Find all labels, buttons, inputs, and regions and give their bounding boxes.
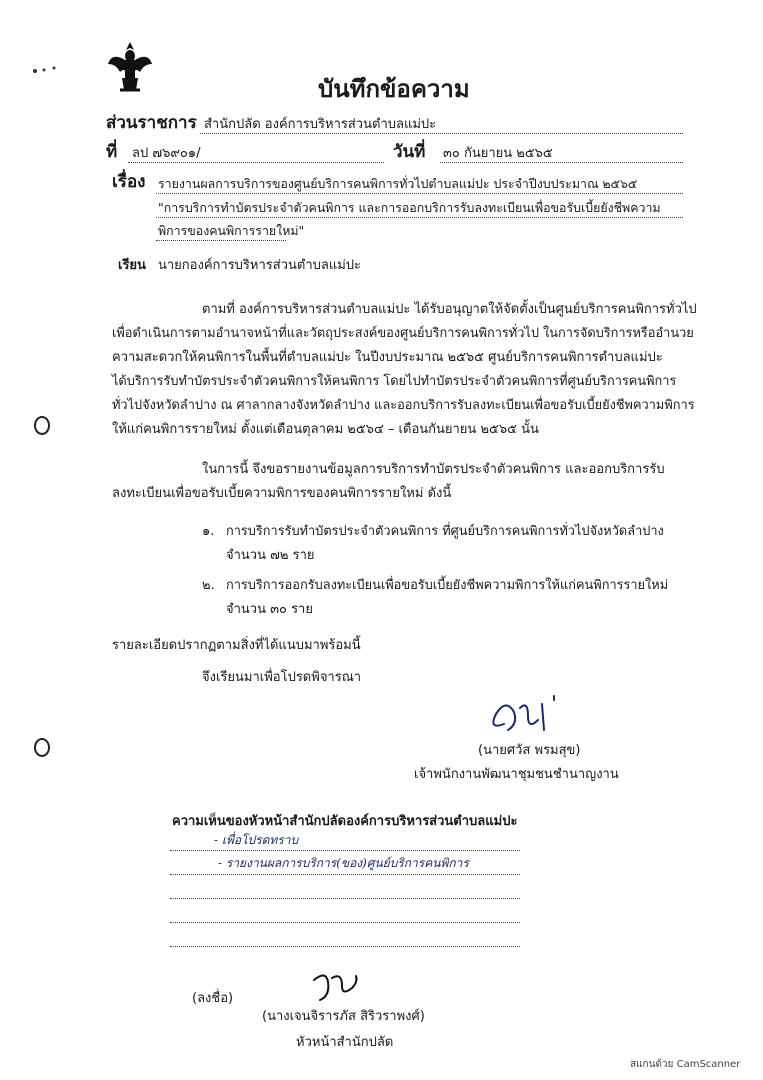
para1-line-5: ทั่วไปจังหวัดลำปาง ณ ศาลากลางจังหวัดลำปาง และออกบริการรับลงทะเบียนเพื่อขอรับเบี้ยยังชีพความพิการ: [112, 398, 695, 413]
signer2-position: หัวหน้าสำนักปลัด: [296, 1035, 394, 1050]
signer2-name: (นางเจนจิรารภัส สิริวราพงศ์): [262, 1009, 425, 1024]
para1-line-4: ได้บริการรับทำบัตรประจำตัวคนพิการให้คนพิการ โดยไปทำบัตรประจำตัวคนพิการที่ศูนย์บริการคนพิการ: [112, 374, 677, 389]
garuda-emblem: [106, 38, 154, 94]
punch-hole-top: [34, 416, 50, 435]
subject-line-2: "การบริการทำบัตรประจำตัวคนพิการ และการออกบริการรับลงทะเบียนเพื่อขอรับเบี้ยยังชีพความ: [158, 200, 661, 215]
para1-line-3: ความสะดวกให้คนพิการในพื้นที่ตำบลแม่ปะ ในปีงบประมาณ ๒๕๖๕ ศูนย์บริการคนพิการตำบลแม่ปะ: [112, 350, 663, 365]
scan-speck: [32, 60, 60, 70]
details-text: รายละเอียดปรากฏตามสิ่งที่ได้แนบมาพร้อมนี้: [112, 638, 361, 653]
opinion-dotted-2: [170, 874, 520, 875]
subject-line-1: รายงานผลการบริการของศูนย์บริการคนพิการทั่วไปตำบลแม่ปะ ประจำปีงบประมาณ ๒๕๖๕: [158, 176, 638, 191]
subject-label: เรื่อง: [112, 172, 146, 192]
opinion-dotted-1: [170, 850, 520, 851]
para2-line-1: ในการนี้ จึงขอรายงานข้อมูลการบริการทำบัตรประจำตัวคนพิการ และออกบริการรับ: [202, 462, 665, 477]
para1-line-2: เพื่อดำเนินการตามอำนาจหน้าที่และวัตถุประสงค์ของศูนย์บริการคนพิการทั่วไป ในการจัดบริการหรืออำนวย: [112, 326, 694, 341]
opinion-dotted-3: [170, 898, 520, 899]
punch-hole-bottom: [34, 738, 50, 757]
opinion-handwritten-2: - รายงานผลการบริการ(ของ)ศูนย์บริการคนพิการ: [218, 856, 469, 870]
scanner-watermark: สแกนด้วย CamScanner: [630, 1059, 741, 1070]
opinion-handwritten-1: - เพื่อโปรดทราบ: [214, 833, 299, 847]
date-dotted-line: [440, 162, 683, 163]
item-1-count: จำนวน ๗๒ ราย: [226, 548, 315, 563]
subject-line-3: พิการของคนพิการรายใหม่": [158, 223, 305, 238]
signer1-name: (นายศวัส พรมสุข): [478, 743, 581, 758]
para1-line-6: ให้แก่คนพิการรายใหม่ ตั้งแต่เดือนตุลาคม ๒๕๖๔ – เดือนกันยายน ๒๕๖๕ นั้น: [112, 422, 539, 437]
subject-dotted-3: [156, 240, 286, 241]
para1-line-1: ตามที่ องค์การบริหารส่วนตำบลแม่ปะ ได้รับอนุญาตให้จัดตั้งเป็นศูนย์บริการคนพิการทั่วไป: [202, 302, 697, 317]
item-1-text: การบริการรับทำบัตรประจำตัวคนพิการ ที่ศูนย์บริการคนพิการทั่วไปจังหวัดลำปาง: [226, 524, 664, 539]
memo-title: บันทึกข้อความ: [318, 75, 470, 103]
agency-dotted-line: [200, 133, 683, 134]
ref-value: ลป ๗๖๙๐๑/: [132, 146, 201, 161]
agency-label: ส่วนราชการ: [106, 113, 197, 133]
item-1-number: ๑.: [202, 524, 215, 539]
opinion-dotted-5: [170, 946, 520, 947]
ref-dotted-line: [128, 162, 384, 163]
to-label: เรียน: [118, 258, 146, 273]
closing-text: จึงเรียนมาเพื่อโปรดพิจารณา: [202, 670, 362, 685]
ref-label: ที่: [106, 142, 118, 162]
agency-value: สำนักปลัด องค์การบริหารส่วนตำบลแม่ปะ: [204, 117, 437, 132]
para2-line-2: ลงทะเบียนเพื่อขอรับเบี้ยความพิการของคนพิการรายใหม่ ดังนี้: [112, 486, 452, 501]
signer1-position: เจ้าพนักงานพัฒนาชุมชนชำนาญงาน: [414, 767, 619, 782]
signature-1: [484, 690, 574, 738]
opinion-dotted-4: [170, 922, 520, 923]
date-label: วันที่: [393, 142, 426, 162]
item-2-text: การบริการออกรับลงทะเบียนเพื่อขอรับเบี้ยยังชีพความพิการให้แก่คนพิการรายใหม่: [226, 578, 669, 593]
item-2-count: จำนวน ๓๐ ราย: [226, 602, 313, 617]
sign-label: (ลงชื่อ): [192, 991, 234, 1006]
opinion-heading: ความเห็นของหัวหน้าสำนักปลัดองค์การบริหารส่วนตำบลแม่ปะ: [172, 814, 518, 829]
item-2-number: ๒.: [202, 578, 215, 593]
to-value: นายกองค์การบริหารส่วนตำบลแม่ปะ: [158, 258, 362, 273]
subject-dotted-1: [156, 193, 683, 194]
date-value: ๓๐ กันยายน ๒๕๖๕: [443, 146, 553, 161]
subject-dotted-2: [156, 217, 683, 218]
signature-2: [306, 966, 366, 1006]
